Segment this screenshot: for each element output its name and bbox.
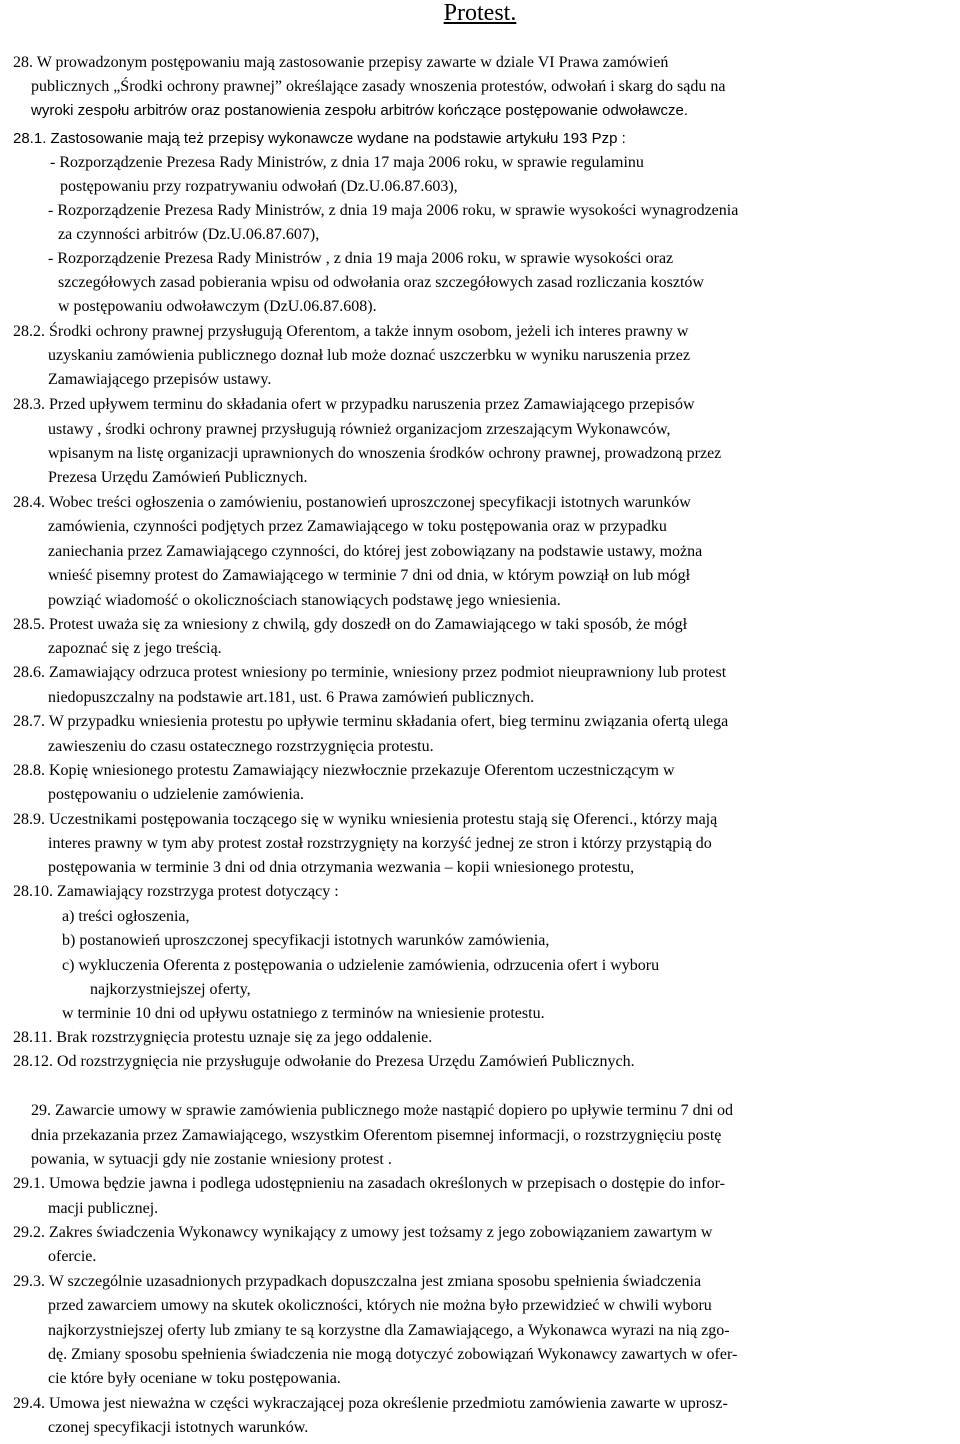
text-line: zawieszeniu do czasu ostatecznego rozstrzygnięcia protestu. bbox=[48, 738, 434, 755]
text-line: szczegółowych zasad pobierania wpisu od odwołania oraz szczegółowych zasad rozliczania kosztów bbox=[58, 274, 704, 291]
text-line: 28.10. Zamawiający rozstrzyga protest dotyczący : bbox=[13, 883, 339, 900]
text-line: - Rozporządzenie Prezesa Rady Ministrów , z dnia 19 maja 2006 roku, w sprawie wysokości oraz bbox=[48, 250, 674, 267]
text-line: a) treści ogłoszenia, bbox=[62, 908, 190, 925]
text-line: b) postanowień uproszczonej specyfikacji istotnych warunków zamówienia, bbox=[62, 932, 550, 949]
text-line: w postępowaniu odwoławczym (DzU.06.87.608). bbox=[58, 298, 377, 315]
text-line: powania, w sytuacji gdy nie zostanie wniesiony protest . bbox=[31, 1151, 392, 1168]
text-line: publicznych „Środki ochrony prawnej” określające zasady wnoszenia protestów, odwołań i skarg do sądu na bbox=[31, 78, 726, 95]
text-line: 29.1. Umowa będzie jawna i podlega udostępnieniu na zasadach określonych w przepisach o dostępie do infor- bbox=[13, 1175, 725, 1192]
text-line: 28.5. Protest uważa się za wniesiony z chwilą, gdy doszedł on do Zamawiającego w taki sposób, że mógł bbox=[13, 616, 688, 633]
text-line: ofercie. bbox=[48, 1248, 97, 1265]
text-line: 28.8. Kopię wniesionego protestu Zamawiający niezwłocznie przekazuje Oferentom uczestniczącym w bbox=[13, 762, 675, 779]
text-line: Prezesa Urzędu Zamówień Publicznych. bbox=[48, 469, 308, 486]
text-line: 28.7. W przypadku wniesienia protestu po upływie terminu składania ofert, bieg terminu związania ofertą ulega bbox=[13, 713, 729, 730]
text-line: dę. Zmiany sposobu spełnienia świadczenia nie mogą dotyczyć zobowiązań Wykonawcy zawartych w ofer- bbox=[48, 1346, 738, 1363]
text-line: czonej specyfikacji istotnych warunków. bbox=[48, 1419, 309, 1436]
page-title: Protest. bbox=[443, 0, 517, 26]
text-line: wyroki zespołu arbitrów oraz postanowienia zespołu arbitrów kończące postępowanie odwoławcze. bbox=[31, 102, 689, 119]
text-line: 29.4. Umowa jest nieważna w części wykraczającej poza określenie przedmiotu zamówienia zawarte w uprosz- bbox=[13, 1395, 728, 1412]
text-line: - Rozporządzenie Prezesa Rady Ministrów, z dnia 17 maja 2006 roku, w sprawie regulaminu bbox=[50, 154, 644, 171]
text-line: 28.6. Zamawiający odrzuca protest wniesiony po terminie, wniesiony przez podmiot nieuprawniony lub protest bbox=[13, 664, 727, 681]
text-line: 29.3. W szczególnie uzasadnionych przypadkach dopuszczalna jest zmiana sposobu spełnienia świadczenia bbox=[13, 1273, 702, 1290]
text-line: postępowaniu przy rozpatrywaniu odwołań (Dz.U.06.87.603), bbox=[60, 178, 458, 195]
text-line: cie które były oceniane w toku postępowania. bbox=[48, 1370, 341, 1387]
text-line: zamówienia, czynności podjętych przez Zamawiającego w toku postępowania oraz w przypadku bbox=[48, 518, 667, 535]
text-line: 28. W prowadzonym postępowaniu mają zastosowanie przepisy zawarte w dziale VI Prawa zamówień bbox=[13, 54, 669, 71]
text-line: 28.12. Od rozstrzygnięcia nie przysługuje odwołanie do Prezesa Urzędu Zamówień Publicznych. bbox=[13, 1053, 635, 1070]
text-line: zapoznać się z jego treścią. bbox=[48, 640, 222, 657]
text-line: wpisanym na listę organizacji uprawnionych do wnoszenia środków ochrony prawnej, prowadzoną przez bbox=[48, 445, 722, 462]
text-line: 29. Zawarcie umowy w sprawie zamówienia publicznego może nastąpić dopiero po upływie terminu 7 dni od bbox=[31, 1102, 734, 1119]
text-line: c) wykluczenia Oferenta z postępowania o udzielenie zamówienia, odrzucenia ofert i wyboru bbox=[62, 957, 660, 974]
text-line: - Rozporządzenie Prezesa Rady Ministrów, z dnia 19 maja 2006 roku, w sprawie wysokości wynagrodzenia bbox=[48, 202, 739, 219]
text-line: 29.2. Zakres świadczenia Wykonawcy wynikający z umowy jest tożsamy z jego zobowiązaniem zawartym w bbox=[13, 1224, 713, 1241]
text-line: 28.9. Uczestnikami postępowania toczącego się w wyniku wniesienia protestu stają się Oferenci., którzy mają bbox=[13, 811, 718, 828]
text-line: interes prawny w tym aby protest został rozstrzygnięty na korzyść jednej ze stron i którzy przystąpią do bbox=[48, 835, 712, 852]
text-line: przed zawarciem umowy na skutek okoliczności, których nie można było przewidzieć w chwili wyboru bbox=[48, 1297, 712, 1314]
text-line: za czynności arbitrów (Dz.U.06.87.607), bbox=[58, 226, 320, 243]
text-line: uzyskaniu zamówienia publicznego doznał lub może doznać uszczerbku w wyniku naruszenia przez bbox=[48, 347, 690, 364]
text-line: macji publicznej. bbox=[48, 1200, 159, 1217]
text-line: zaniechania przez Zamawiającego czynności, do której jest zobowiązany na podstawie ustawy, można bbox=[48, 543, 703, 560]
text-line: w terminie 10 dni od upływu ostatniego z terminów na wniesienie protestu. bbox=[62, 1005, 545, 1022]
text-line: dnia przekazania przez Zamawiającego, wszystkim Oferentom pisemnej informacji, o rozstrzygnięciu postę bbox=[31, 1127, 722, 1144]
text-line: postępowaniu o udzielenie zamówienia. bbox=[48, 786, 304, 803]
text-line: 28.2. Środki ochrony prawnej przysługują Oferentom, a także innym osobom, jeżeli ich interes prawny w bbox=[13, 323, 689, 340]
text-line: najkorzystniejszej oferty lub zmiany te są korzystne dla Zamawiającego, a Wykonawca wyrazi na nią zgo- bbox=[48, 1322, 730, 1339]
text-line: 28.4. Wobec treści ogłoszenia o zamówieniu, postanowień uproszczonej specyfikacji istotnych warunków bbox=[13, 494, 691, 511]
text-line: Zamawiającego przepisów ustawy. bbox=[48, 371, 272, 388]
text-line: 28.3. Przed upływem terminu do składania ofert w przypadku naruszenia przez Zamawiającego przepisów bbox=[13, 396, 695, 413]
text-line: niedopuszczalny na podstawie art.181, ust. 6 Prawa zamówień publicznych. bbox=[48, 689, 535, 706]
text-line: postępowania w terminie 3 dni od dnia otrzymania wezwania – kopii wniesionego protestu, bbox=[48, 859, 635, 876]
text-line: najkorzystniejszej oferty, bbox=[90, 981, 251, 998]
text-line: ustawy , środki ochrony prawnej przysługują również organizacjom zrzeszającym Wykonawców, bbox=[48, 421, 671, 438]
text-line: wnieść pisemny protest do Zamawiającego w terminie 7 dni od dnia, w którym powziął on lub mógł bbox=[48, 567, 691, 584]
text-line: 28.11. Brak rozstrzygnięcia protestu uznaje się za jego oddalenie. bbox=[13, 1029, 433, 1046]
text-line: powziąć wiadomość o okolicznościach stanowiących podstawę jego wniesienia. bbox=[48, 592, 561, 609]
text-line: 28.1. Zastosowanie mają też przepisy wykonawcze wydane na podstawie artykułu 193 Pzp : bbox=[13, 130, 626, 147]
